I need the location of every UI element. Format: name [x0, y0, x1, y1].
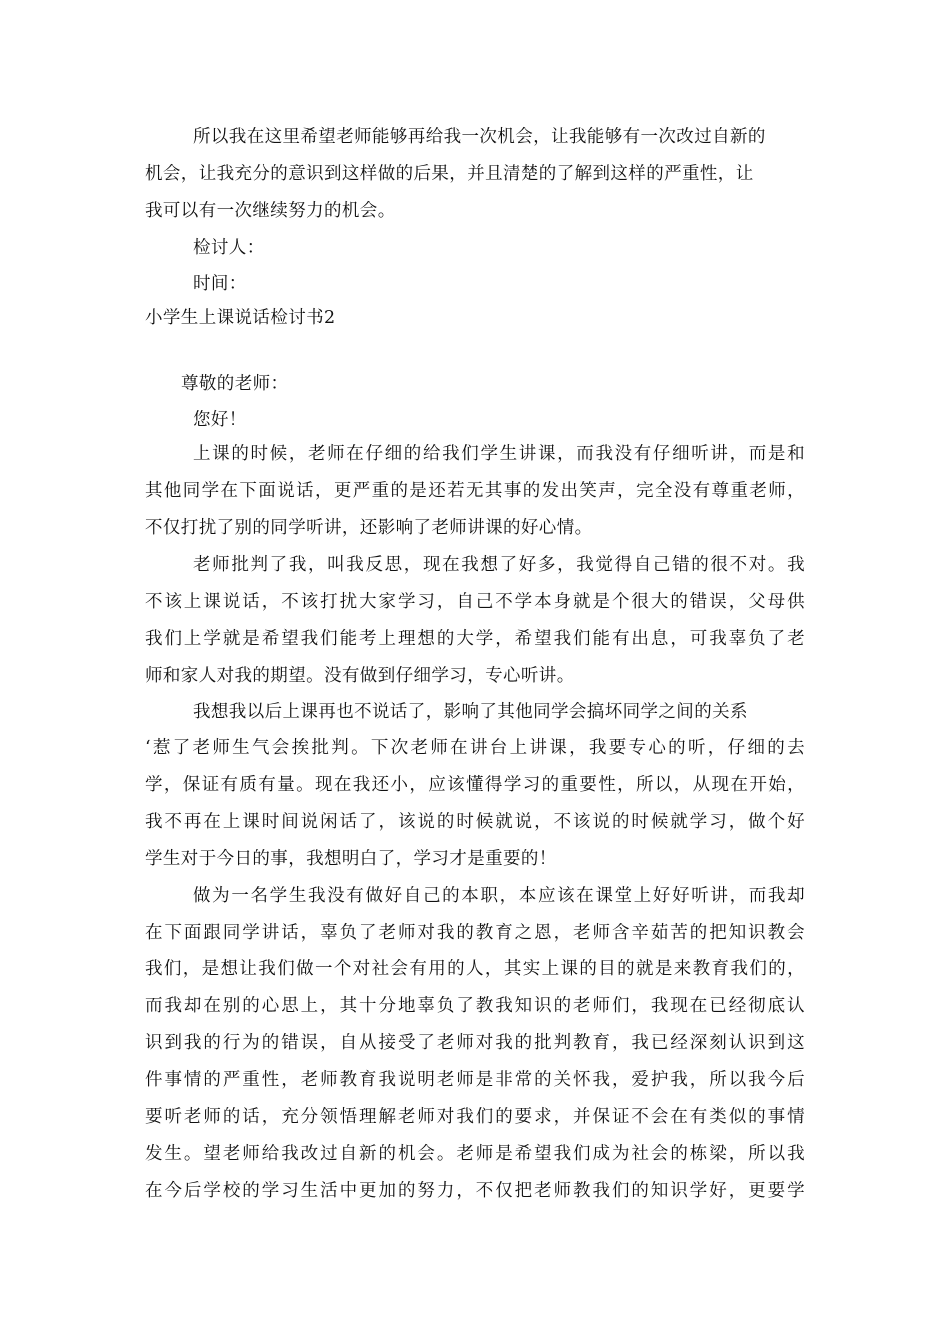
salutation: 尊敬的老师：	[181, 374, 289, 394]
text-line: 在今后学校的学习生活中更加的努力，不仅把老师教我们的知识学好，更要学	[145, 1181, 805, 1201]
text-line: 而我却在别的心思上，其十分地辜负了教我知识的老师们，我现在已经彻底认	[145, 996, 805, 1016]
text-line: 我想我以后上课再也不说话了，影响了其他同学会搞坏同学之间的关系	[193, 702, 748, 722]
text-line: 老师批判了我，叫我反思，现在我想了好多，我觉得自己错的很不对。我	[193, 555, 805, 575]
text-line: 做为一名学生我没有做好自己的本职，本应该在课堂上好好听讲，而我却	[193, 886, 805, 906]
signer-label: 检讨人：	[193, 238, 265, 258]
text-line: 师和家人对我的期望。没有做到仔细学习，专心听讲。	[145, 666, 575, 686]
text-line: 其他同学在下面说话，更严重的是还若无其事的发出笑声，完全没有尊重老师，	[145, 481, 805, 501]
text-line: 要听老师的话，充分领悟理解老师对我们的要求，并保证不会在有类似的事情	[145, 1107, 805, 1127]
text-line: 件事情的严重性，老师教育我说明老师是非常的关怀我，爱护我，所以我今后	[145, 1070, 805, 1090]
text-line: 学生对于今日的事，我想明白了，学习才是重要的！	[145, 849, 557, 869]
text-line: ‘惹了老师生气会挨批判。下次老师在讲台上讲课，我要专心的听，仔细的去	[145, 738, 805, 758]
text-line: 学，保证有质有量。现在我还小，应该懂得学习的重要性，所以，从现在开始，	[145, 775, 805, 795]
date-label: 时间：	[193, 274, 247, 294]
section-title: 小学生上课说话检讨书2	[145, 308, 336, 328]
text-line: 机会，让我充分的意识到这样做的后果，并且清楚的了解到这样的严重性，让	[145, 164, 754, 184]
text-line: 识到我的行为的错误，自从接受了老师对我的批判教育，我已经深刻认识到这	[145, 1033, 805, 1053]
greeting: 您好！	[193, 410, 247, 430]
text-line: 发生。望老师给我改过自新的机会。老师是希望我们成为社会的栋梁，所以我	[145, 1144, 805, 1164]
text-line: 不该上课说话，不该打扰大家学习，自己不学本身就是个很大的错误，父母供	[145, 592, 805, 612]
text-line: 不仅打扰了别的同学听讲，还影响了老师讲课的好心情。	[145, 518, 593, 538]
text-line: 所以我在这里希望老师能够再给我一次机会，让我能够有一次改过自新的	[193, 127, 766, 147]
text-line: 我们，是想让我们做一个对社会有用的人，其实上课的目的就是来教育我们的，	[145, 959, 805, 979]
text-line: 在下面跟同学讲话，辜负了老师对我的教育之恩，老师含辛茹苦的把知识教会	[145, 923, 805, 943]
text-line: 我可以有一次继续努力的机会。	[145, 201, 396, 221]
text-line: 我不再在上课时间说闲话了，该说的时候就说，不该说的时候就学习，做个好	[145, 812, 805, 832]
text-line: 我们上学就是希望我们能考上理想的大学，希望我们能有出息，可我辜负了老	[145, 629, 805, 649]
text-line: 上课的时候，老师在仔细的给我们学生讲课，而我没有仔细听讲，而是和	[193, 444, 805, 464]
